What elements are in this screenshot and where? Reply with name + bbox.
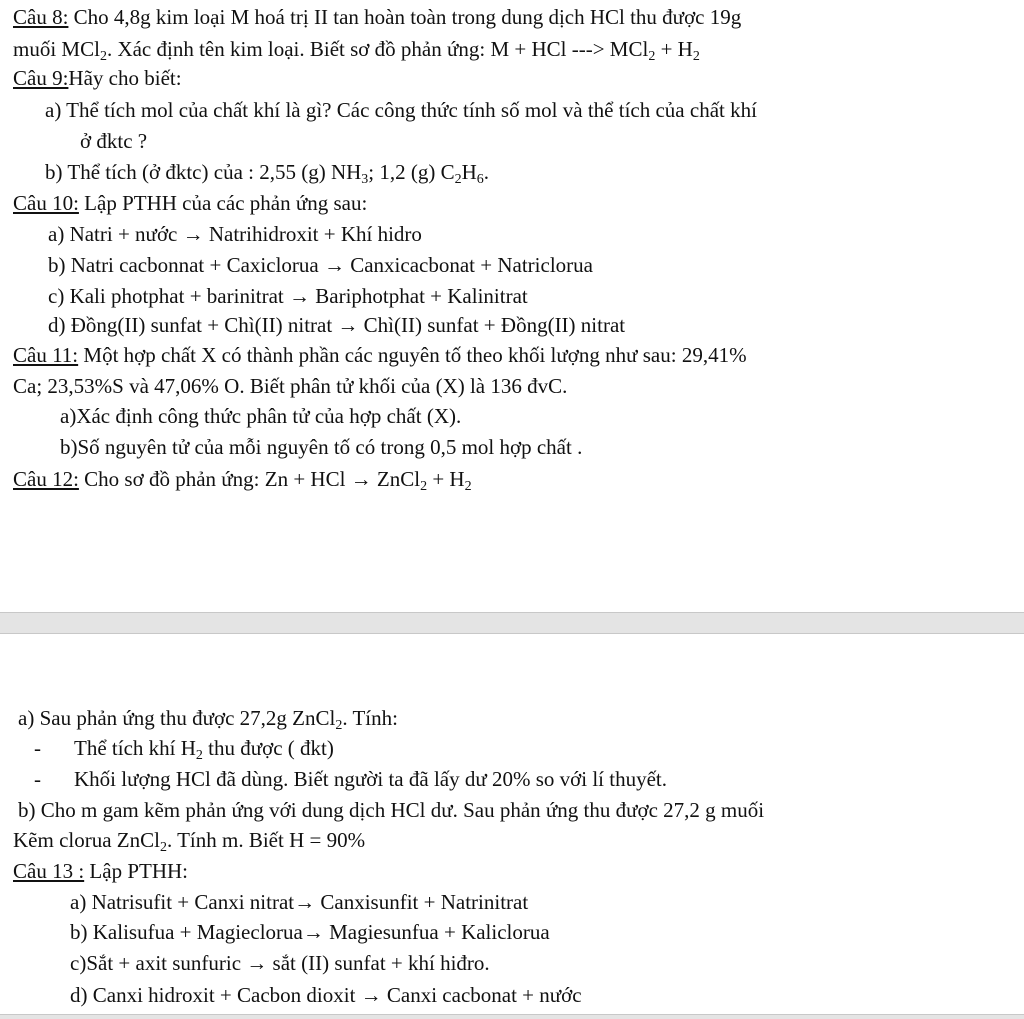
q9-label: Câu 9: xyxy=(13,66,69,90)
q12-a-dash-1: - Thể tích khí $H_2$ thu được ( đkt) xyxy=(34,736,334,763)
q11-line-2: Ca; 23,53%S và 47,06% O. Biết phân tử khối của (X) là 136 đvC. xyxy=(13,374,568,398)
q10-title: Câu 10: Lập PTHH của các phản ứng sau: xyxy=(13,191,368,215)
q9-b: b) Thể tích (ở đktc) của : 2,55 (g) $NH_3$; 1,2 (g) $C_2H_6$. xyxy=(45,160,490,187)
q12-a-dash-2: - Khối lượng HCl đã dùng. Biết người ta đã lấy dư 20% so với lí thuyết. xyxy=(34,767,667,791)
q11-label: Câu 11: xyxy=(13,343,79,367)
q12-label: Câu 12: xyxy=(13,467,79,491)
q8-label: Câu 8: xyxy=(13,5,69,29)
q9-a-line-2: ở đktc ? xyxy=(80,129,148,153)
q9-a-line-1: a) Thể tích mol của chất khí là gì? Các công thức tính số mol và thể tích của chất khí xyxy=(45,98,757,122)
q13-item-a: a) Natrisufit + Canxi nitrat→ Canxisunfit + Natrinitrat xyxy=(70,890,529,914)
q10-item-c: c) Kali photphat + barinitrat → Bariphotphat + Kalinitrat xyxy=(48,284,528,308)
page-gap-bottom xyxy=(0,1014,1024,1019)
q12-a: a) Sau phản ứng thu được 27,2g ZnCl$_2$. Tính: xyxy=(18,706,398,733)
q8-line-1: Câu 8: Cho 4,8g kim loại M hoá trị II tan hoàn toàn trong dung dịch HCl thu được 19g xyxy=(13,5,742,29)
q12-title: Câu 12: Cho sơ đồ phản ứng: Zn + HCl → ZnCl$_2$ + $H_2$ xyxy=(13,467,472,494)
arrow-icon: → xyxy=(350,467,372,491)
q11-b: b)Số nguyên tử của mỗi nguyên tố có trong 0,5 mol hợp chất . xyxy=(60,435,583,459)
q10-item-d: d) Đồng(II) sunfat + Chì(II) nitrat → Chì(II) sunfat + Đồng(II) nitrat xyxy=(48,313,626,337)
page-gap xyxy=(0,612,1024,634)
q11-line-1: Câu 11: Một hợp chất X có thành phần các nguyên tố theo khối lượng như sau: 29,41% xyxy=(13,343,747,367)
q10-label: Câu 10: xyxy=(13,191,79,215)
q13-item-b: b) Kalisufua + Magieclorua→ Magiesunfua + Kaliclorua xyxy=(70,920,550,944)
q13-label: Câu 13 : xyxy=(13,859,85,883)
q13-title: Câu 13 : Lập PTHH: xyxy=(13,859,188,883)
q13-item-d: d) Canxi hidroxit + Cacbon dioxit → Canxi cacbonat + nước xyxy=(70,983,582,1007)
q9-title: Câu 9:Hãy cho biết: xyxy=(13,66,182,90)
q10-item-b: b) Natri cacbonnat + Caxiclorua → Canxicacbonat + Natriclorua xyxy=(48,253,593,277)
q10-item-a: a) Natri + nước → Natrihidroxit + Khí hidro xyxy=(48,222,422,246)
q8-line-2: muối MCl$_2$. Xác định tên kim loại. Biết sơ đồ phản ứng: M + HCl ---> $MCl_2 + H_2$ xyxy=(13,37,700,64)
q12-b-line-1: b) Cho m gam kẽm phản ứng với dung dịch HCl dư. Sau phản ứng thu được 27,2 g muối xyxy=(18,798,765,822)
q13-item-c: c)Sắt + axit sunfuric → sắt (II) sunfat + khí hiđro. xyxy=(70,951,490,975)
q12-b-line-2: Kẽm clorua ZnCl$_2$. Tính m. Biết H = 90% xyxy=(13,828,366,855)
q11-a: a)Xác định công thức phân tử của hợp chất (X). xyxy=(60,404,462,428)
